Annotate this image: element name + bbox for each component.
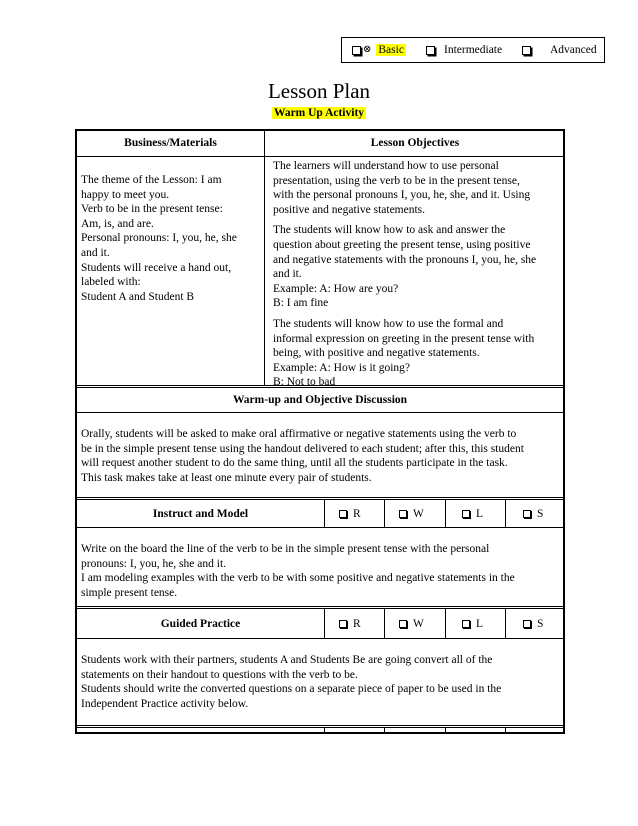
skill-listening[interactable]	[462, 618, 483, 630]
row-divider	[77, 156, 563, 157]
text-line: Orally, students will be asked to make oral affirmative or negative statements using the verb to	[81, 428, 517, 440]
skill-label: R	[353, 618, 361, 630]
column-divider	[445, 500, 446, 527]
skill-speaking[interactable]	[523, 618, 543, 630]
checkbox-icon[interactable]	[352, 46, 361, 55]
level-intermediate-label: Intermediate	[444, 44, 503, 56]
guided-practice-header: Guided Practice	[160, 618, 241, 630]
skill-label: S	[537, 618, 544, 630]
column-divider	[384, 500, 385, 527]
text-line: and it.	[81, 246, 110, 259]
text-line: presentation, using the verb to be in the present tense,	[273, 174, 520, 187]
column-divider	[264, 131, 265, 385]
text-line: labeled with:	[81, 276, 141, 289]
text-line: happy to meet you.	[81, 188, 170, 201]
text-line: Verb to be in the present tense:	[81, 203, 223, 216]
business-materials-header: Business/Materials	[124, 137, 217, 149]
checkbox-icon[interactable]	[339, 510, 347, 518]
text-line: being, with positive and negative statements.	[273, 347, 480, 360]
column-divider	[445, 609, 446, 638]
checkbox-icon[interactable]	[426, 46, 435, 55]
column-divider	[505, 728, 506, 734]
checkbox-icon[interactable]	[523, 620, 531, 628]
column-divider	[384, 728, 385, 734]
warmup-header: Warm-up and Objective Discussion	[232, 394, 408, 406]
skill-label: S	[537, 508, 544, 520]
level-basic-option[interactable]	[352, 44, 406, 56]
level-selector	[341, 37, 605, 63]
text-line: The students will know how to use the formal and	[273, 317, 504, 330]
row-divider	[77, 638, 563, 639]
column-divider	[324, 500, 325, 527]
checkbox-icon[interactable]	[399, 510, 407, 518]
objective-paragraph	[273, 223, 565, 311]
instruct-model-text	[81, 542, 565, 600]
checkbox-icon[interactable]	[523, 510, 531, 518]
text-line: positive and negative statements.	[273, 203, 426, 216]
text-line: Write on the board the line of the verb to be in the simple present tense with the personal	[81, 543, 490, 555]
subtitle-wrap	[0, 103, 638, 121]
text-line: Students should write the converted questions on a separate piece of paper to be used in the	[81, 683, 502, 696]
skill-writing[interactable]	[399, 508, 424, 520]
skill-label: L	[476, 618, 484, 630]
text-line: simple present tense.	[81, 586, 178, 599]
text-line: question about greeting the present tense, using positive	[273, 238, 531, 251]
text-line: be in the simple present tense using the handout delivered to each student; after this, this student	[81, 442, 524, 455]
checkbox-icon[interactable]	[462, 620, 470, 628]
skill-label: W	[413, 508, 424, 520]
text-line: This task makes take at least one minute every pair of students.	[81, 471, 372, 484]
text-line: B: Not to bad	[273, 376, 336, 389]
business-materials-text	[81, 173, 261, 304]
text-line: Am, is, and are.	[81, 217, 154, 230]
text-line: Student A and Student B	[81, 290, 195, 303]
text-line: informal expression on greeting in the present tense with	[273, 332, 535, 345]
row-divider	[77, 412, 563, 413]
column-divider	[505, 500, 506, 527]
column-divider	[324, 728, 325, 734]
text-line: statements on their handout to questions with the verb to be.	[81, 668, 358, 681]
text-line: Students will receive a hand out,	[81, 261, 232, 274]
skill-label: R	[353, 508, 361, 520]
text-line: with the personal pronouns I, you, he, she, and it. Using	[273, 189, 531, 202]
page-title: Lesson Plan	[267, 79, 371, 103]
checkbox-icon[interactable]	[399, 620, 407, 628]
objective-paragraph	[273, 317, 565, 390]
skill-reading[interactable]	[339, 508, 361, 520]
text-line: Personal pronouns: I, you, he, she	[81, 232, 237, 245]
row-divider	[77, 527, 563, 528]
text-line: The learners will understand how to use personal	[273, 160, 499, 172]
skill-label: W	[413, 618, 424, 630]
text-line: Example: A: How is it going?	[273, 361, 411, 374]
text-line: Students work with their partners, students A and Students Be are going convert all of the	[81, 654, 493, 666]
level-basic-label: Basic	[378, 44, 404, 56]
text-line: The theme of the Lesson: I am	[81, 174, 222, 186]
level-intermediate-option[interactable]	[426, 44, 502, 56]
row-divider	[77, 497, 563, 500]
skill-writing[interactable]	[399, 618, 424, 630]
column-divider	[505, 609, 506, 638]
objective-paragraph	[273, 159, 565, 217]
skill-listening[interactable]	[462, 508, 483, 520]
text-line: B: I am fine	[273, 297, 329, 310]
skill-label: L	[476, 508, 484, 520]
column-divider	[324, 609, 325, 638]
text-line: and negative statements with the pronouns I, you, he, she	[273, 253, 537, 266]
instruct-model-header: Instruct and Model	[152, 508, 249, 520]
lesson-objectives-header: Lesson Objectives	[370, 137, 460, 149]
checkbox-icon[interactable]	[522, 46, 531, 55]
text-line: and it.	[273, 268, 302, 281]
text-line: will request another student to do the same thing, until all the students participate in the task.	[81, 457, 508, 470]
row-divider	[77, 606, 563, 609]
checkbox-icon[interactable]	[339, 620, 347, 628]
row-divider	[77, 725, 563, 728]
level-advanced-option[interactable]	[522, 44, 597, 56]
checkbox-icon[interactable]	[462, 510, 470, 518]
text-line: pronouns: I, you, he, she and it.	[81, 557, 227, 570]
lesson-objectives-text	[273, 159, 565, 396]
selected-mark-icon: ⊗	[363, 44, 372, 55]
text-line: I am modeling examples with the verb to be with some positive and negative statements in the	[81, 572, 515, 585]
text-line: Independent Practice activity below.	[81, 697, 249, 710]
column-divider	[384, 609, 385, 638]
text-line: The students will know how to ask and answer the	[273, 224, 506, 237]
column-divider	[445, 728, 446, 734]
warmup-text	[81, 427, 565, 485]
guided-practice-text	[81, 653, 565, 711]
text-line: Example: A: How are you?	[273, 282, 399, 295]
lesson-plan-table	[75, 129, 565, 734]
skill-speaking[interactable]	[523, 508, 543, 520]
level-advanced-label: Advanced	[550, 44, 597, 56]
skill-reading[interactable]	[339, 618, 361, 630]
page-subtitle: Warm Up Activity	[273, 107, 365, 119]
